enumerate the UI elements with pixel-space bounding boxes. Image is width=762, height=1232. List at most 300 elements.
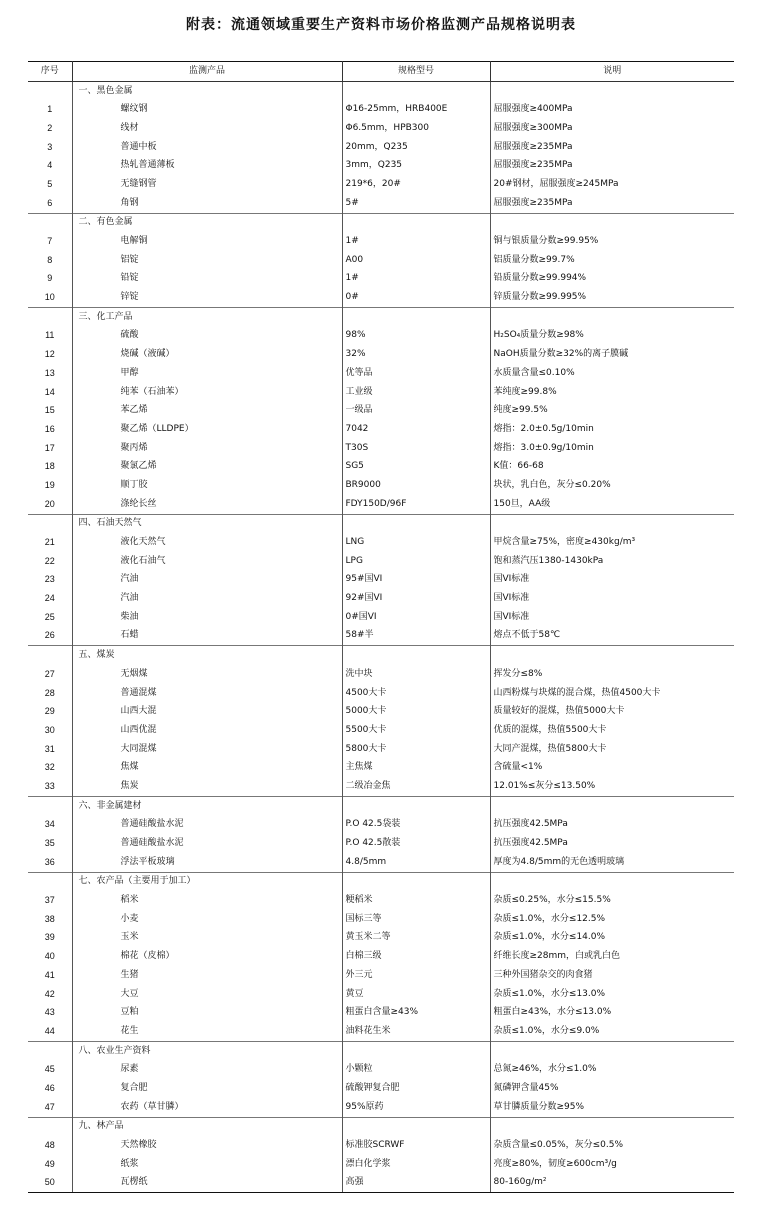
description: 杂质≤1.0%，水分≤9.0% — [490, 1022, 734, 1041]
product-name: 生猪 — [72, 966, 342, 985]
table-row — [28, 270, 734, 289]
product-name: 棉花（皮棉） — [72, 947, 342, 966]
spec-model: 国标三等 — [342, 910, 490, 929]
table-row — [28, 1022, 734, 1041]
product-name: 豆粕 — [72, 1003, 342, 1022]
category-name: 一、黑色金属 — [72, 81, 342, 100]
category-name: 五、煤炭 — [72, 646, 342, 665]
category-row — [28, 81, 734, 100]
row-number: 45 — [28, 1060, 72, 1079]
product-name: 汽油 — [72, 589, 342, 608]
spec-model: 92#国VI — [342, 589, 490, 608]
description: 草甘膦质量分数≥95% — [490, 1098, 734, 1117]
row-number: 24 — [28, 589, 72, 608]
spec-model: 小颗粒 — [342, 1060, 490, 1079]
description: 饱和蒸汽压1380-1430kPa — [490, 552, 734, 571]
spec-model: 98% — [342, 327, 490, 346]
table-row — [28, 1174, 734, 1193]
table-row — [28, 1003, 734, 1022]
description: 优质的混煤，热值5500大卡 — [490, 721, 734, 740]
description: 大同产混煤，热值5800大卡 — [490, 740, 734, 759]
row-number: 3 — [28, 138, 72, 157]
row-number: 35 — [28, 834, 72, 853]
description: 厚度为4.8/5mm的无色透明玻璃 — [490, 853, 734, 872]
product-name: 普通混煤 — [72, 684, 342, 703]
row-number: 14 — [28, 383, 72, 402]
spec-model: 高强 — [342, 1174, 490, 1193]
table-row — [28, 364, 734, 383]
category-desc-cell — [490, 646, 734, 665]
spec-model: LPG — [342, 552, 490, 571]
product-name: 柴油 — [72, 608, 342, 627]
product-name: 涤纶长丝 — [72, 495, 342, 514]
product-name: 线材 — [72, 119, 342, 138]
description: 水质量含量≤0.10% — [490, 364, 734, 383]
table-row — [28, 571, 734, 590]
category-spec-cell — [342, 1117, 490, 1136]
product-name: 聚乙烯（LLDPE） — [72, 420, 342, 439]
category-name: 三、化工产品 — [72, 307, 342, 326]
category-spec-cell — [342, 872, 490, 891]
spec-table — [28, 61, 734, 1193]
table-row — [28, 439, 734, 458]
spec-model: 洗中块 — [342, 665, 490, 684]
table-row — [28, 891, 734, 910]
spec-model: 0# — [342, 288, 490, 307]
description: 粗蛋白≥43%，水分≤13.0% — [490, 1003, 734, 1022]
row-number: 2 — [28, 119, 72, 138]
category-spec-cell — [342, 81, 490, 100]
spec-model: 标准胶SCRWF — [342, 1136, 490, 1155]
product-name: 锌锭 — [72, 288, 342, 307]
category-desc-cell — [490, 872, 734, 891]
row-number: 1 — [28, 100, 72, 119]
description: 亮度≥80%，韧度≥600cm³/g — [490, 1155, 734, 1174]
row-number: 5 — [28, 175, 72, 194]
category-seq-cell — [28, 872, 72, 891]
spec-model: Φ6.5mm，HPB300 — [342, 119, 490, 138]
table-row — [28, 401, 734, 420]
spec-model: 黄玉米二等 — [342, 929, 490, 948]
table-row — [28, 251, 734, 270]
table-row — [28, 589, 734, 608]
category-spec-cell — [342, 1041, 490, 1060]
row-number: 28 — [28, 684, 72, 703]
row-number: 46 — [28, 1079, 72, 1098]
table-row — [28, 495, 734, 514]
description: 氮磷钾含量45% — [490, 1079, 734, 1098]
spec-model: 白棉三级 — [342, 947, 490, 966]
row-number: 23 — [28, 571, 72, 590]
description: 三种外国猪杂交的肉食猪 — [490, 966, 734, 985]
table-row — [28, 1060, 734, 1079]
product-name: 铝锭 — [72, 251, 342, 270]
spec-model: 219*6，20# — [342, 175, 490, 194]
category-seq-cell — [28, 1041, 72, 1060]
description: 杂质≤1.0%，水分≤12.5% — [490, 910, 734, 929]
spec-model: 外三元 — [342, 966, 490, 985]
product-name: 山西大混 — [72, 702, 342, 721]
description: 纤维长度≥28mm，白或乳白色 — [490, 947, 734, 966]
spec-model: Φ16-25mm，HRB400E — [342, 100, 490, 119]
row-number: 50 — [28, 1174, 72, 1193]
table-row — [28, 175, 734, 194]
row-number: 26 — [28, 627, 72, 646]
table-row — [28, 702, 734, 721]
description: 杂质含量≤0.05%，灰分≤0.5% — [490, 1136, 734, 1155]
spec-model: 1# — [342, 232, 490, 251]
product-name: 汽油 — [72, 571, 342, 590]
category-row — [28, 514, 734, 533]
category-seq-cell — [28, 646, 72, 665]
category-name: 四、石油天然气 — [72, 514, 342, 533]
product-name: 普通中板 — [72, 138, 342, 157]
product-name: 聚氯乙烯 — [72, 457, 342, 476]
spec-model: FDY150D/96F — [342, 495, 490, 514]
table-row — [28, 119, 734, 138]
table-row — [28, 420, 734, 439]
row-number: 21 — [28, 533, 72, 552]
spec-model: 粳稻米 — [342, 891, 490, 910]
category-name: 六、非金属建材 — [72, 796, 342, 815]
product-name: 大同混煤 — [72, 740, 342, 759]
spec-model: 油料花生米 — [342, 1022, 490, 1041]
product-name: 烧碱（液碱） — [72, 345, 342, 364]
table-row — [28, 684, 734, 703]
table-row — [28, 627, 734, 646]
product-name: 角钢 — [72, 194, 342, 213]
table-row — [28, 665, 734, 684]
row-number: 18 — [28, 457, 72, 476]
category-desc-cell — [490, 1041, 734, 1060]
spec-model: 95%原药 — [342, 1098, 490, 1117]
row-number: 9 — [28, 270, 72, 289]
spec-model: 5800大卡 — [342, 740, 490, 759]
description: 国VI标准 — [490, 608, 734, 627]
table-row — [28, 966, 734, 985]
description: 含硫量<1% — [490, 758, 734, 777]
category-row — [28, 1041, 734, 1060]
category-name: 七、农产品（主要用于加工） — [72, 872, 342, 891]
spec-model: 4.8/5mm — [342, 853, 490, 872]
row-number: 40 — [28, 947, 72, 966]
spec-model: SG5 — [342, 457, 490, 476]
row-number: 16 — [28, 420, 72, 439]
category-seq-cell — [28, 81, 72, 100]
spec-model: P.O 42.5散装 — [342, 834, 490, 853]
table-row — [28, 100, 734, 119]
table-row — [28, 1155, 734, 1174]
product-name: 苯乙烯 — [72, 401, 342, 420]
spec-model: LNG — [342, 533, 490, 552]
row-number: 30 — [28, 721, 72, 740]
table-row — [28, 345, 734, 364]
description: 屈服强度≥235MPa — [490, 194, 734, 213]
description: 杂质≤0.25%，水分≤15.5% — [490, 891, 734, 910]
product-name: 石蜡 — [72, 627, 342, 646]
table-row — [28, 533, 734, 552]
category-row — [28, 646, 734, 665]
row-number: 32 — [28, 758, 72, 777]
description: 杂质≤1.0%，水分≤13.0% — [490, 985, 734, 1004]
product-name: 液化天然气 — [72, 533, 342, 552]
product-name: 复合肥 — [72, 1079, 342, 1098]
spec-model: 粗蛋白含量≥43% — [342, 1003, 490, 1022]
row-number: 8 — [28, 251, 72, 270]
description: 抗压强度42.5MPa — [490, 816, 734, 835]
description: 国VI标准 — [490, 589, 734, 608]
spec-model: 5500大卡 — [342, 721, 490, 740]
spec-model: 95#国VI — [342, 571, 490, 590]
product-name: 电解铜 — [72, 232, 342, 251]
description: 熔点不低于58℃ — [490, 627, 734, 646]
spec-model: 32% — [342, 345, 490, 364]
product-name: 瓦楞纸 — [72, 1174, 342, 1193]
description: H₂SO₄质量分数≥98% — [490, 327, 734, 346]
category-seq-cell — [28, 796, 72, 815]
table-row — [28, 910, 734, 929]
table-row — [28, 1079, 734, 1098]
category-row — [28, 213, 734, 232]
product-name: 天然橡胶 — [72, 1136, 342, 1155]
category-name: 八、农业生产资料 — [72, 1041, 342, 1060]
product-name: 大豆 — [72, 985, 342, 1004]
category-spec-cell — [342, 514, 490, 533]
description: 纯度≥99.5% — [490, 401, 734, 420]
table-row — [28, 552, 734, 571]
description: 熔指：2.0±0.5g/10min — [490, 420, 734, 439]
description: 150旦，AA级 — [490, 495, 734, 514]
row-number: 43 — [28, 1003, 72, 1022]
product-name: 浮法平板玻璃 — [72, 853, 342, 872]
spec-model: 58#半 — [342, 627, 490, 646]
description: 苯纯度≥99.8% — [490, 383, 734, 402]
table-header-row — [28, 62, 734, 82]
table-row — [28, 156, 734, 175]
description: 抗压强度42.5MPa — [490, 834, 734, 853]
row-number: 12 — [28, 345, 72, 364]
page-title: 附表：流通领域重要生产资料市场价格监测产品规格说明表 — [186, 17, 576, 33]
description: 屈服强度≥235MPa — [490, 156, 734, 175]
category-row — [28, 307, 734, 326]
description: 铜与银质量分数≥99.95% — [490, 232, 734, 251]
row-number: 33 — [28, 777, 72, 796]
row-number: 38 — [28, 910, 72, 929]
category-row — [28, 1117, 734, 1136]
description: 总氮≥46%，水分≤1.0% — [490, 1060, 734, 1079]
spec-model: A00 — [342, 251, 490, 270]
table-row — [28, 721, 734, 740]
table-row — [28, 758, 734, 777]
table-row — [28, 853, 734, 872]
description: 杂质≤1.0%，水分≤14.0% — [490, 929, 734, 948]
product-name: 热轧普通薄板 — [72, 156, 342, 175]
description: 12.01%≤灰分≤13.50% — [490, 777, 734, 796]
row-number: 15 — [28, 401, 72, 420]
spec-model: 4500大卡 — [342, 684, 490, 703]
product-name: 农药（草甘膦） — [72, 1098, 342, 1117]
table-row — [28, 985, 734, 1004]
table-row — [28, 194, 734, 213]
description: 铅质量分数≥99.994% — [490, 270, 734, 289]
table-row — [28, 777, 734, 796]
category-spec-cell — [342, 796, 490, 815]
row-number: 49 — [28, 1155, 72, 1174]
description: 山西粉煤与块煤的混合煤，热值4500大卡 — [490, 684, 734, 703]
table-row — [28, 288, 734, 307]
table-row — [28, 383, 734, 402]
row-number: 42 — [28, 985, 72, 1004]
spec-model: 一级品 — [342, 401, 490, 420]
spec-model: 漂白化学浆 — [342, 1155, 490, 1174]
description: 质量较好的混煤，热值5000大卡 — [490, 702, 734, 721]
spec-model: 二级冶金焦 — [342, 777, 490, 796]
product-name: 甲醇 — [72, 364, 342, 383]
row-number: 13 — [28, 364, 72, 383]
row-number: 7 — [28, 232, 72, 251]
row-number: 20 — [28, 495, 72, 514]
row-number: 11 — [28, 327, 72, 346]
spec-model: 工业级 — [342, 383, 490, 402]
spec-model: 5# — [342, 194, 490, 213]
description: 熔指：3.0±0.9g/10min — [490, 439, 734, 458]
category-seq-cell — [28, 213, 72, 232]
category-spec-cell — [342, 213, 490, 232]
row-number: 39 — [28, 929, 72, 948]
product-name: 焦煤 — [72, 758, 342, 777]
row-number: 31 — [28, 740, 72, 759]
row-number: 27 — [28, 665, 72, 684]
category-desc-cell — [490, 514, 734, 533]
category-seq-cell — [28, 514, 72, 533]
description: 国VI标准 — [490, 571, 734, 590]
description: 20#钢材，屈服强度≥245MPa — [490, 175, 734, 194]
product-name: 小麦 — [72, 910, 342, 929]
spec-model: 主焦煤 — [342, 758, 490, 777]
table-row — [28, 327, 734, 346]
category-desc-cell — [490, 213, 734, 232]
description: 锌质量分数≥99.995% — [490, 288, 734, 307]
description: NaOH质量分数≥32%的离子膜碱 — [490, 345, 734, 364]
description: 屈服强度≥400MPa — [490, 100, 734, 119]
spec-model: 黄豆 — [342, 985, 490, 1004]
table-body — [28, 81, 734, 1193]
row-number: 44 — [28, 1022, 72, 1041]
table-row — [28, 1136, 734, 1155]
row-number: 29 — [28, 702, 72, 721]
description: 屈服强度≥300MPa — [490, 119, 734, 138]
row-number: 19 — [28, 476, 72, 495]
product-name: 硫酸 — [72, 327, 342, 346]
table-row — [28, 232, 734, 251]
product-name: 螺纹钢 — [72, 100, 342, 119]
table-row — [28, 834, 734, 853]
spec-model: T30S — [342, 439, 490, 458]
product-name: 无缝钢管 — [72, 175, 342, 194]
row-number: 36 — [28, 853, 72, 872]
category-spec-cell — [342, 646, 490, 665]
table-row — [28, 947, 734, 966]
table-row — [28, 740, 734, 759]
row-number: 37 — [28, 891, 72, 910]
header-spec: 规格型号 — [342, 62, 490, 82]
header-desc: 说明 — [490, 62, 734, 82]
table-row — [28, 476, 734, 495]
category-desc-cell — [490, 796, 734, 815]
spec-model: 1# — [342, 270, 490, 289]
table-row — [28, 608, 734, 627]
product-name: 液化石油气 — [72, 552, 342, 571]
category-name: 九、林产品 — [72, 1117, 342, 1136]
category-name: 二、有色金属 — [72, 213, 342, 232]
category-desc-cell — [490, 1117, 734, 1136]
description: 80-160g/m² — [490, 1174, 734, 1193]
header-product: 监测产品 — [72, 62, 342, 82]
product-name: 无烟煤 — [72, 665, 342, 684]
spec-model: 20mm，Q235 — [342, 138, 490, 157]
row-number: 41 — [28, 966, 72, 985]
category-row — [28, 872, 734, 891]
category-desc-cell — [490, 307, 734, 326]
product-name: 普通硅酸盐水泥 — [72, 816, 342, 835]
row-number: 17 — [28, 439, 72, 458]
spec-model: 优等品 — [342, 364, 490, 383]
spec-model: 5000大卡 — [342, 702, 490, 721]
category-seq-cell — [28, 1117, 72, 1136]
description: 挥发分≤8% — [490, 665, 734, 684]
table-row — [28, 1098, 734, 1117]
row-number: 22 — [28, 552, 72, 571]
table-row — [28, 929, 734, 948]
product-name: 尿素 — [72, 1060, 342, 1079]
product-name: 焦炭 — [72, 777, 342, 796]
description: 块状，乳白色，灰分≤0.20% — [490, 476, 734, 495]
row-number: 34 — [28, 816, 72, 835]
row-number: 4 — [28, 156, 72, 175]
category-row — [28, 796, 734, 815]
product-name: 铅锭 — [72, 270, 342, 289]
header-seq: 序号 — [28, 62, 72, 82]
description: K值：66-68 — [490, 457, 734, 476]
description: 甲烷含量≥75%，密度≥430kg/m³ — [490, 533, 734, 552]
spec-model: 7042 — [342, 420, 490, 439]
table-row — [28, 138, 734, 157]
category-seq-cell — [28, 307, 72, 326]
product-name: 聚丙烯 — [72, 439, 342, 458]
spec-model: 3mm，Q235 — [342, 156, 490, 175]
product-name: 纯苯（石油苯） — [72, 383, 342, 402]
spec-model: P.O 42.5袋装 — [342, 816, 490, 835]
row-number: 47 — [28, 1098, 72, 1117]
product-name: 纸浆 — [72, 1155, 342, 1174]
row-number: 48 — [28, 1136, 72, 1155]
product-name: 玉米 — [72, 929, 342, 948]
spec-model: 0#国VI — [342, 608, 490, 627]
product-name: 稻米 — [72, 891, 342, 910]
category-spec-cell — [342, 307, 490, 326]
product-name: 顺丁胶 — [72, 476, 342, 495]
description: 铝质量分数≥99.7% — [490, 251, 734, 270]
row-number: 25 — [28, 608, 72, 627]
row-number: 10 — [28, 288, 72, 307]
table-row — [28, 457, 734, 476]
row-number: 6 — [28, 194, 72, 213]
table-row — [28, 816, 734, 835]
product-name: 花生 — [72, 1022, 342, 1041]
spec-model: BR9000 — [342, 476, 490, 495]
category-desc-cell — [490, 81, 734, 100]
product-name: 普通硅酸盐水泥 — [72, 834, 342, 853]
